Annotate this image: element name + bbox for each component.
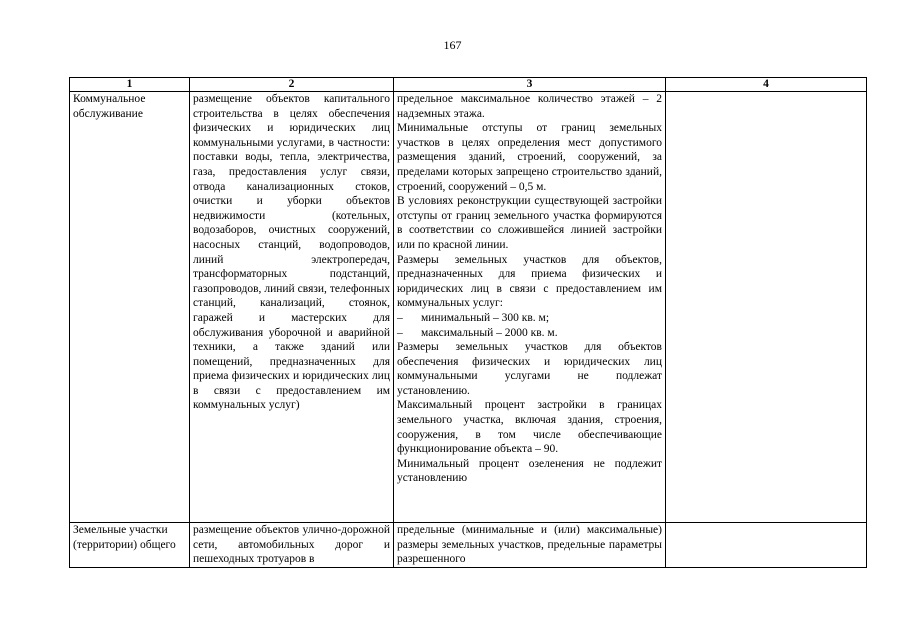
land-use-type-cell: Коммунальное обслуживание — [70, 92, 190, 523]
land-use-type-cell: Земельные участки (территории) общего — [70, 523, 190, 568]
table-header-row — [70, 78, 867, 92]
land-use-description-cell: размещение объектов улично-дорожной сети, автомобильных дорог и пешеходных тротуаров в — [190, 523, 394, 568]
table-row — [70, 523, 867, 568]
plot-size-not-set-paragraph: Размеры земельных участков для объектов обеспечения физических и юридических лиц коммунальными услугами не подлежат установлению. — [397, 341, 662, 397]
reconstruction-paragraph: В условиях реконструкции существующей застройки отступы от границ земельного участка формируются в соответствии со сложившейся линией застройки или по красной линии. — [397, 195, 662, 251]
max-coverage-paragraph: Максимальный процент застройки в границах земельного участка, включая здания, строения, сооружения, в том числе обеспечивающие функционирование объекта – 90. — [397, 399, 662, 456]
land-use-description-cell: размещение объектов капитального строительства в целях обеспечения физических и юридических лиц коммунальными услугами, в частности: поставки воды, тепла, электричества, газа, предоставления услуг связи, отвода канализационных стоков, очистки и уборки объектов недвижимости (котельных, водозаборов, очистных сооружений, насосных станций, водопроводов, линий электропередач, трансформаторных подстанций, газопроводов, линий связи, телефонных станций, канализаций, стоянок, гаражей и мастерских для обслуживания уборочной и аварийной техники, а также зданий или помещений, предназначенных для приема физических и юридических лиц в связи с предоставлением им коммунальных услуг) — [190, 92, 394, 523]
table-row — [70, 92, 867, 523]
dash-marker: – — [397, 326, 403, 339]
parameters-cell: предельные (минимальные и (или) максимальные) размеры земельных участков, предельные параметры разрешенного — [394, 523, 666, 568]
parameters-cell — [394, 92, 666, 523]
min-size-item: минимальный – 300 кв. м; — [421, 311, 550, 324]
page-number: 167 — [443, 38, 462, 52]
notes-cell — [666, 523, 867, 568]
list-item — [397, 311, 662, 326]
min-greening-paragraph: Минимальный процент озеленения не подлежит установлению — [397, 457, 662, 485]
list-item — [397, 326, 662, 341]
column-header-1: 1 — [70, 78, 190, 92]
dash-marker: – — [397, 311, 403, 324]
setbacks-paragraph: Минимальные отступы от границ земельных участков в целях определения мест допустимого размещения зданий, строений, сооружений, за пределами которых запрещено строительство зданий, строений, сооружений – 0,5 м. — [397, 122, 662, 193]
notes-cell — [666, 92, 867, 523]
column-header-4: 4 — [666, 78, 867, 92]
regulations-table — [69, 77, 867, 568]
max-floors-paragraph: предельное максимальное количество этажей – 2 надземных этажа. — [397, 93, 662, 120]
plot-size-paragraph: Размеры земельных участков для объектов, предназначенных для приема физических и юридических лиц в связи с предоставлением им коммунальных услуг: — [397, 253, 662, 310]
column-header-2: 2 — [190, 78, 394, 92]
max-size-item: максимальный – 2000 кв. м. — [421, 326, 558, 339]
column-header-3: 3 — [394, 78, 666, 92]
